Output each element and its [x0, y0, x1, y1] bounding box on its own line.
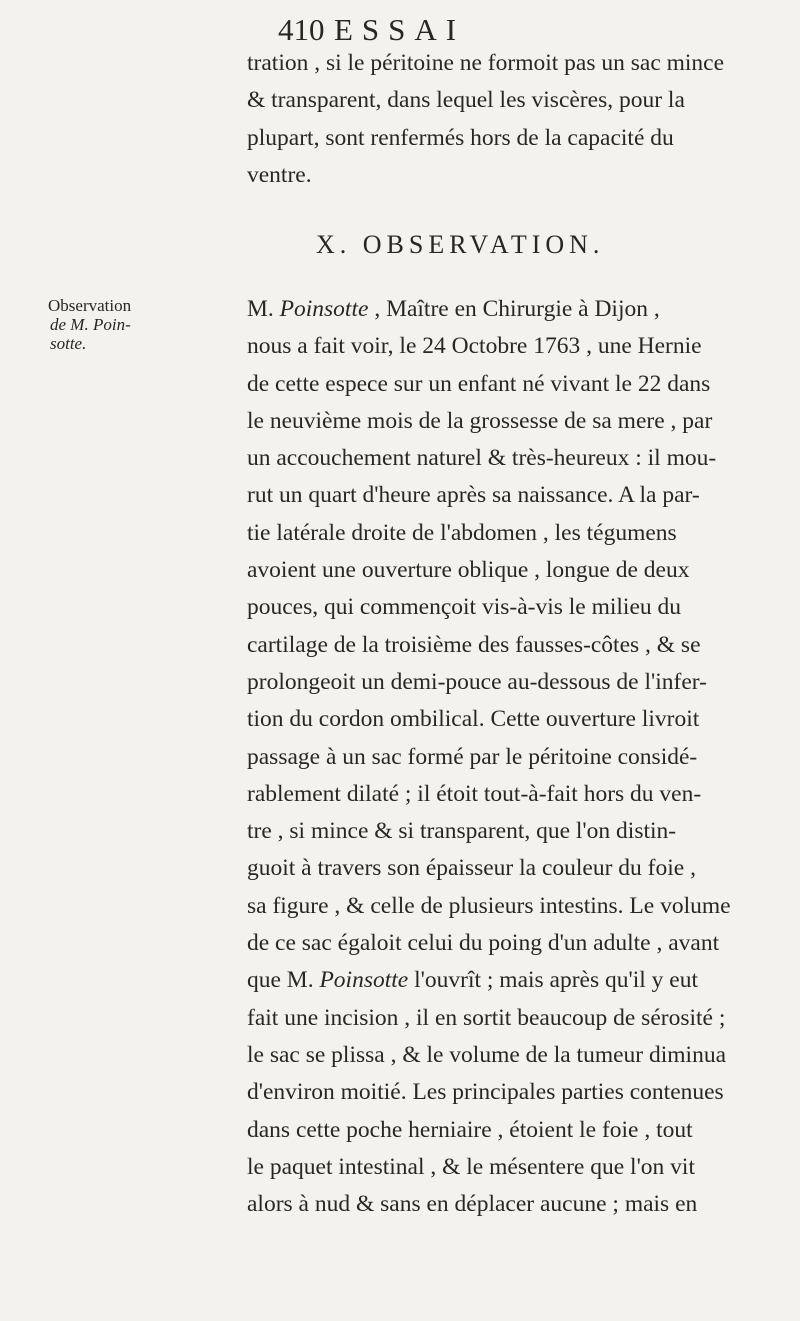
- section-heading: X. OBSERVATION.: [316, 230, 605, 259]
- text-line: [247, 1037, 795, 1074]
- text-run: guoit à travers son épaisseur la couleur du foie ,: [247, 855, 696, 882]
- text-line: [247, 627, 795, 664]
- text-run: que M.: [247, 967, 320, 994]
- text-line: [247, 664, 795, 701]
- italic-name: Poinsotte: [279, 296, 369, 322]
- text-run: alors à nud & sans en déplacer aucune ; mais en: [247, 1191, 698, 1218]
- text-run: , Maître en Chirurgie à Dijon ,: [368, 296, 660, 322]
- text-line: [247, 552, 795, 589]
- running-title: ESSAI: [334, 12, 466, 47]
- text-line: [247, 440, 795, 477]
- text-line: [247, 739, 795, 776]
- text-run: cartilage de la troisième des fausses-côtes , & se: [247, 631, 701, 658]
- text-line: tration , si le péritoine ne formoit pas un sac mince: [247, 50, 725, 76]
- text-line: [247, 291, 795, 328]
- text-run: nous a fait voir, le 24 Octobre 1763 , une Hernie: [247, 333, 702, 360]
- text-line: [247, 515, 795, 552]
- margin-note-line: sotte.: [50, 334, 87, 353]
- text-run: sa figure , & celle de plusieurs intestins. Le volume: [247, 892, 731, 919]
- page-number: 410: [278, 12, 325, 47]
- text-run: le sac se plissa , & le volume de la tumeur diminua: [247, 1041, 727, 1068]
- text-run: rablement dilaté ; il étoit tout-à-fait hors du ven-: [247, 780, 702, 807]
- lead-paragraph: [247, 45, 795, 194]
- margin-note-line: Observation: [48, 296, 132, 315]
- text-line: [247, 962, 795, 999]
- observation-paragraph: [247, 291, 795, 1223]
- text-run: rut un quart d'heure après sa naissance. A la par-: [247, 482, 700, 509]
- text-run: avoient une ouverture oblique , longue de deux: [247, 557, 690, 584]
- text-run: pouces, qui commençoit vis-à-vis le milieu du: [247, 594, 682, 621]
- text-run: fait une incision , il en sortit beaucoup de sérosité ;: [247, 1004, 726, 1031]
- running-header: [278, 10, 518, 50]
- text-line: [247, 1074, 795, 1111]
- text-run: de cette espece sur un enfant né vivant le 22 dans: [247, 370, 711, 397]
- text-line: & transparent, dans lequel les viscères, pour la: [247, 87, 685, 114]
- text-line: [247, 403, 795, 440]
- text-line: [247, 850, 795, 887]
- text-run: le neuvième mois de la grossesse de sa mere , par: [247, 407, 713, 434]
- italic-name: Poinsotte: [319, 967, 409, 994]
- text-line: [247, 813, 795, 850]
- text-line: ventre.: [247, 161, 312, 188]
- text-line: [247, 589, 795, 626]
- text-line: plupart, sont renfermés hors de la capacité du: [247, 124, 674, 151]
- text-line: [247, 366, 795, 403]
- text-line: [247, 328, 795, 365]
- text-line: [247, 1186, 795, 1223]
- text-line: [247, 888, 795, 925]
- text-line: [247, 1149, 795, 1186]
- text-line: [247, 701, 795, 738]
- text-line: [247, 1000, 795, 1037]
- text-run: passage à un sac formé par le péritoine considé-: [247, 743, 698, 770]
- text-line: [247, 776, 795, 813]
- text-line: [247, 477, 795, 514]
- text-run: M.: [247, 296, 280, 322]
- margin-note: [48, 296, 198, 353]
- text-run: prolongeoit un demi-pouce au-dessous de l'infer-: [247, 668, 707, 695]
- text-run: le paquet intestinal , & le mésentere que l'on vit: [247, 1153, 695, 1180]
- text-run: d'environ moitié. Les principales parties contenues: [247, 1079, 724, 1106]
- text-line: [247, 1112, 795, 1149]
- margin-note-line: de M. Poin-: [50, 315, 131, 334]
- text-run: tion du cordon ombilical. Cette ouverture livroit: [247, 706, 700, 733]
- text-run: tie latérale droite de l'abdomen , les tégumens: [247, 519, 677, 546]
- text-run: tre , si mince & si transparent, que l'on distin-: [247, 818, 677, 845]
- text-run: un accouchement naturel & très-heureux : il mou-: [247, 445, 717, 472]
- text-run: dans cette poche herniaire , étoient le foie , tout: [247, 1116, 693, 1143]
- text-run: de ce sac égaloit celui du poing d'un adulte , avant: [247, 930, 720, 957]
- text-run: l'ouvrît ; mais après qu'il y eut: [408, 967, 699, 994]
- text-line: [247, 925, 795, 962]
